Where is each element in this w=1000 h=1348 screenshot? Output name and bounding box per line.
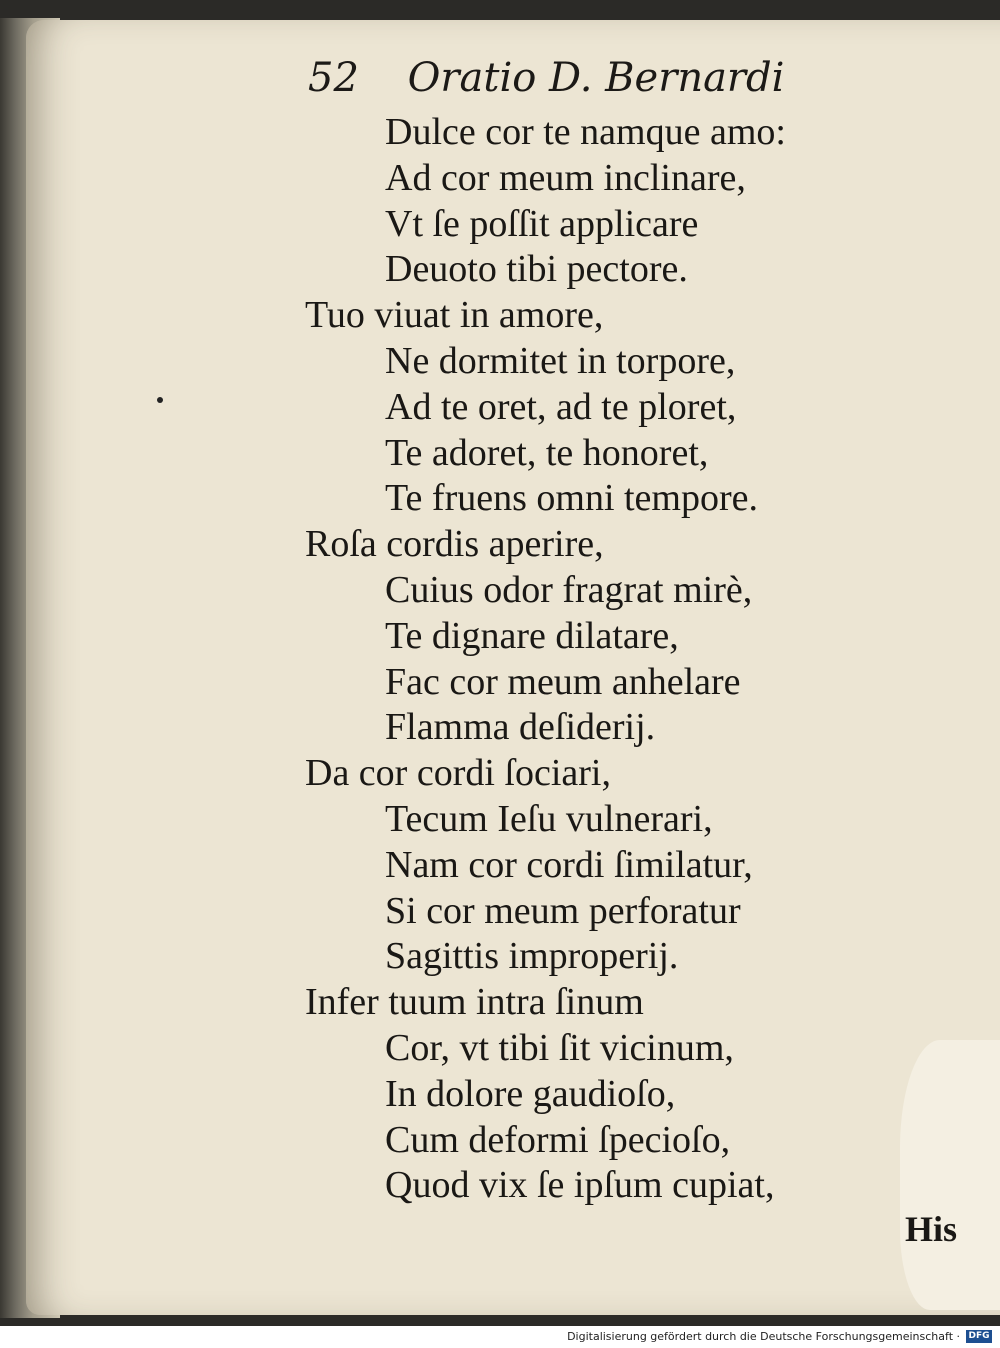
poem-line: Fac cor meum anhelare (385, 660, 741, 703)
poem-line: Cum deformi ſpecioſo, (385, 1118, 731, 1161)
poem-line: Te dignare dilatare, (385, 614, 679, 657)
poem-line: Da cor cordi ſociari, (305, 752, 611, 795)
footer-bar (0, 1326, 1000, 1348)
paper-damage (900, 1040, 1000, 1310)
poem-line: Ad te oret, ad te ploret, (385, 385, 737, 428)
catchword: His (905, 1209, 958, 1249)
poem-line: Ad cor meum inclinare, (385, 156, 746, 199)
poem-text (305, 110, 786, 1209)
running-title: Oratio D. Bernardi (407, 55, 785, 101)
poem-line: Roſa cordis aperire, (305, 523, 604, 566)
page-number: 52 (308, 55, 359, 101)
poem-line: Deuoto tibi pectore. (385, 248, 688, 291)
poem-line: Te adoret, te honoret, (385, 431, 709, 474)
poem-line: Flamma deſiderij. (385, 706, 656, 749)
poem-line: Infer tuum intra ſinum (305, 981, 644, 1024)
dfg-logo: DFG (966, 1330, 992, 1343)
ink-speck (157, 397, 163, 403)
poem-line: Sagittis improperij. (385, 935, 679, 978)
funding-credit: Digitalisierung gefördert durch die Deutsche Forschungsgemeinschaft · (567, 1330, 960, 1343)
poem-line: Ne dormitet in torpore, (385, 339, 736, 382)
poem-line: Nam cor cordi ſimilatur, (385, 843, 753, 886)
poem-line: Tuo viuat in amore, (305, 294, 604, 337)
poem-line: Cuius odor fragrat mirè, (385, 568, 753, 611)
poem-line: Tecum Ieſu vulnerari, (385, 797, 713, 840)
poem-line: In dolore gaudioſo, (385, 1072, 676, 1115)
poem-line: Dulce cor te namque amo: (385, 111, 786, 153)
poem-line: Quod vix ſe ipſum cupiat, (385, 1164, 775, 1207)
poem-line: Te fruens omni tempore. (385, 477, 759, 520)
poem-line: Vt ſe poſſit applicare (385, 202, 699, 245)
running-header (308, 55, 784, 101)
poem-line: Si cor meum perforatur (385, 889, 741, 932)
poem-line: Cor, vt tibi ſit vicinum, (385, 1026, 734, 1069)
